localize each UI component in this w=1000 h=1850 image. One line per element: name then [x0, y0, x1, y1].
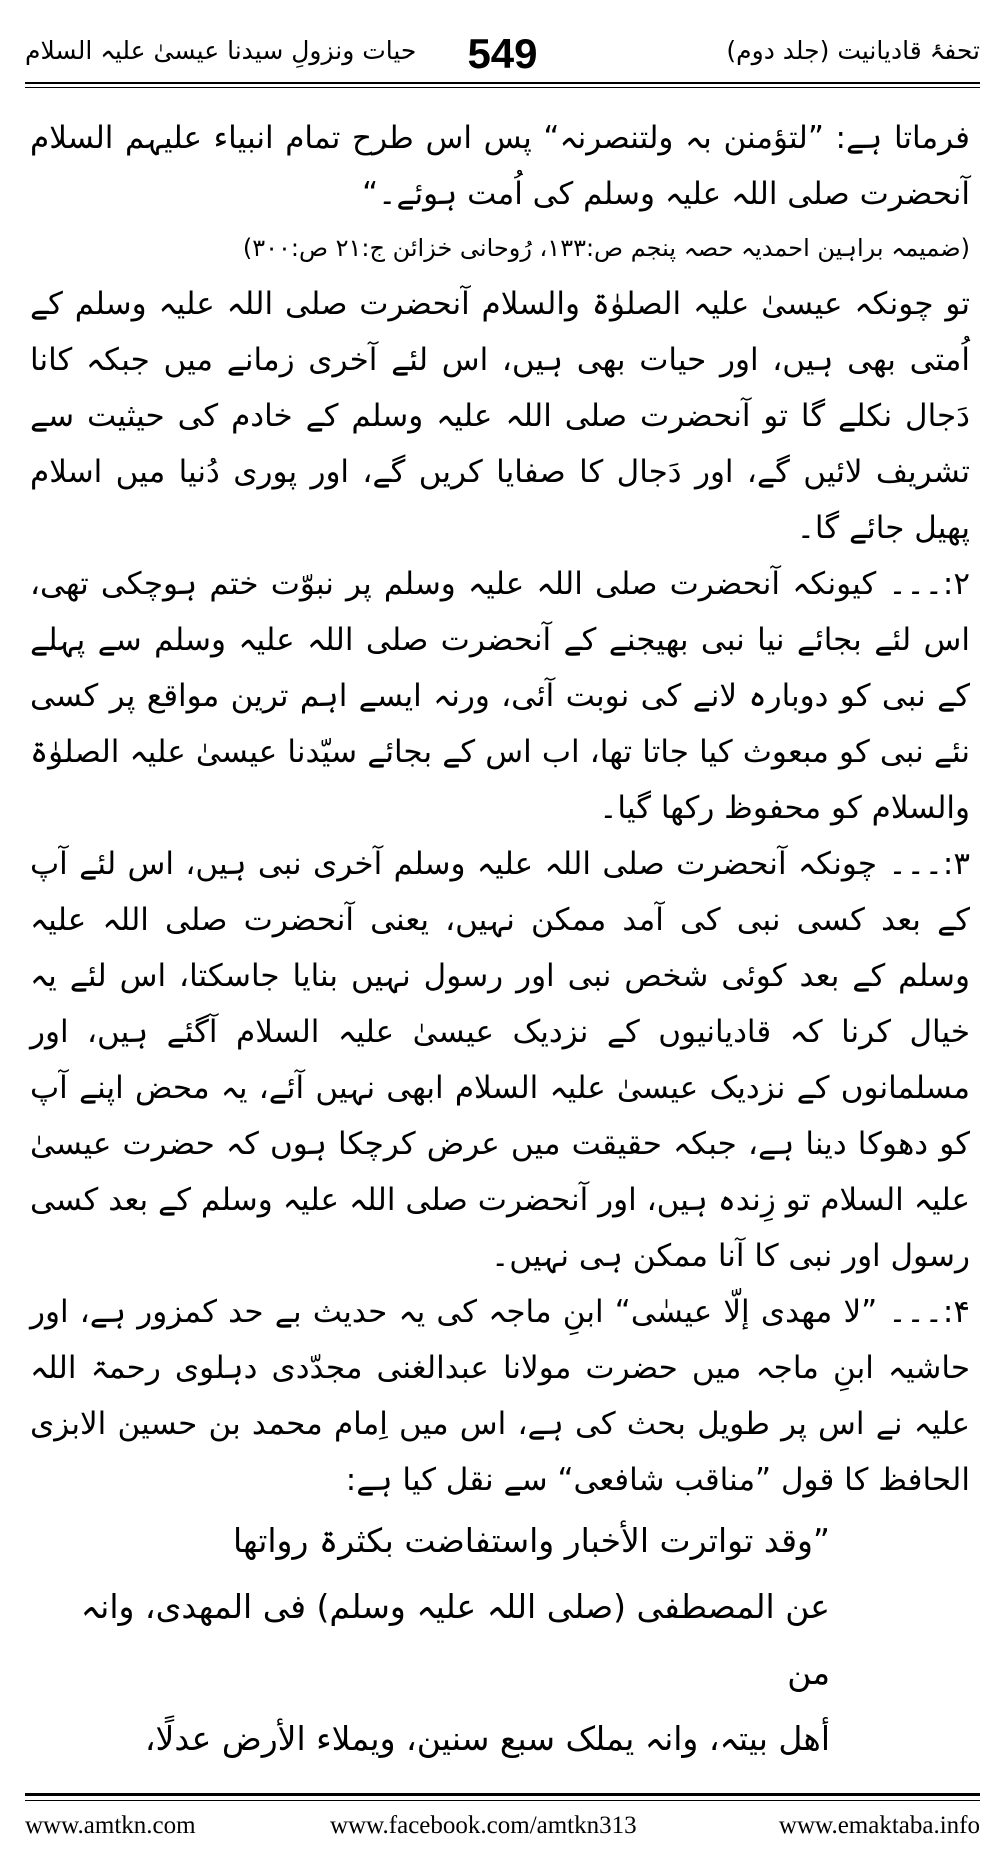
paragraph-4: ۳:۔۔۔ چونکہ آنحضرت صلی اللہ علیہ وسلم آخری نبی ہیں، اس لئے آپ کے بعد کسی نبی کی آمد ممکن نہیں، یعنی آنحضرت صلی اللہ علیہ وسلم کے بعد کوئی شخص نبی اور رسول نہیں بنایا جاسکتا، اس لئے یہ خیال کرنا کہ قادیانیوں کے نزدیک عیسیٰ علیہ السلام آگئے ہیں، اور مسلمانوں کے نزدیک عیسیٰ علیہ السلام ابھی نہیں آئے، یہ محض اپنے آپ کو دھوکا دینا ہے، جبکہ حقیقت میں عرض کرچکا ہوں کہ حضرت عیسیٰ علیہ السلام تو زِندہ ہیں، اور آنحضرت صلی اللہ علیہ وسلم کے بعد کسی رسول اور نبی کا آنا ممکن ہی نہیں۔: [30, 846, 970, 1274]
page-header: [25, 28, 980, 78]
footer-rule: [25, 1793, 980, 1796]
page-footer: [25, 1812, 980, 1842]
chapter-title: حیات ونزولِ سیدنا عیسیٰ علیہ السلام: [25, 36, 417, 65]
footer-link-emaktaba[interactable]: www.emaktaba.info: [778, 1812, 980, 1839]
header-rule: [25, 82, 980, 84]
header-rule-thin: [25, 87, 980, 88]
arabic-quote-line-2: عن المصطفی (صلی اللہ علیہ وسلم) فی المھدی، وانہ من: [80, 1587, 830, 1692]
page-body: [30, 110, 970, 1772]
paragraph-5: ۴:۔۔۔ ”لا مھدی إلّا عیسٰی“ ابنِ ماجہ کی یہ حدیث بے حد کمزور ہے، اور حاشیہ ابنِ ماجہ میں حضرت مولانا عبدالغنی مجدّدی دہلوی رحمۃ اللہ علیہ نے اس پر طویل بحث کی ہے، اس میں اِمام محمد بن حسین الابزی الحافظ کا قول ”مناقب شافعی“ سے نقل کیا ہے:: [30, 1294, 970, 1498]
book-title: تحفۂ قادیانیت (جلد دوم): [726, 36, 980, 65]
citation: (ضمیمہ براہین احمدیہ حصہ پنجم ص:۱۳۳، رُوحانی خزائن ج:۲۱ ص:۳۰۰): [242, 234, 970, 262]
paragraph-2: تو چونکہ عیسیٰ علیہ الصلوٰۃ والسلام آنحضرت صلی اللہ علیہ وسلم کے اُمتی بھی ہیں، اور حیات بھی ہیں، اس لئے آخری زمانے میں جبکہ کانا دَجال نکلے گا تو آنحضرت صلی اللہ علیہ وسلم کے خادم کی حیثیت سے تشریف لائیں گے، اور دَجال کا صفایا کریں گے، اور پوری دُنیا میں اسلام پھیل جائے گا۔: [30, 286, 970, 546]
paragraph-1: فرماتا ہے: ”لتؤمنن بہ ولتنصرنہ“ پس اس طرح تمام انبیاء علیہم السلام آنحضرت صلی اللہ علیہ وسلم کی اُمت ہوئے۔“: [30, 120, 970, 212]
arabic-quote-line-3: أھل بیتہ، وانہ یملک سبع سنین، ویملاء الأرض عدلًا،: [144, 1719, 830, 1758]
footer-rule-thin: [25, 1800, 980, 1801]
footer-link-facebook[interactable]: www.facebook.com/amtkn313: [330, 1812, 637, 1839]
arabic-quote-line-1: ”وقد تواترت الأخبار واستفاضت بکثرۃ رواتھا: [232, 1521, 830, 1560]
page-number: 549: [467, 30, 538, 77]
footer-link-amtkn[interactable]: www.amtkn.com: [25, 1812, 196, 1839]
paragraph-3: ۲:۔۔۔ کیونکہ آنحضرت صلی اللہ علیہ وسلم پر نبوّت ختم ہوچکی تھی، اس لئے بجائے نیا نبی بھیجنے کے آنحضرت صلی اللہ علیہ وسلم سے پہلے کے نبی کو دوبارہ لانے کی نوبت آئی، ورنہ ایسے اہم ترین مواقع پر کسی نئے نبی کو مبعوث کیا جاتا تھا، اب اس کے بجائے سیّدنا عیسیٰ علیہ الصلوٰۃ والسلام کو محفوظ رکھا گیا۔: [30, 566, 970, 826]
